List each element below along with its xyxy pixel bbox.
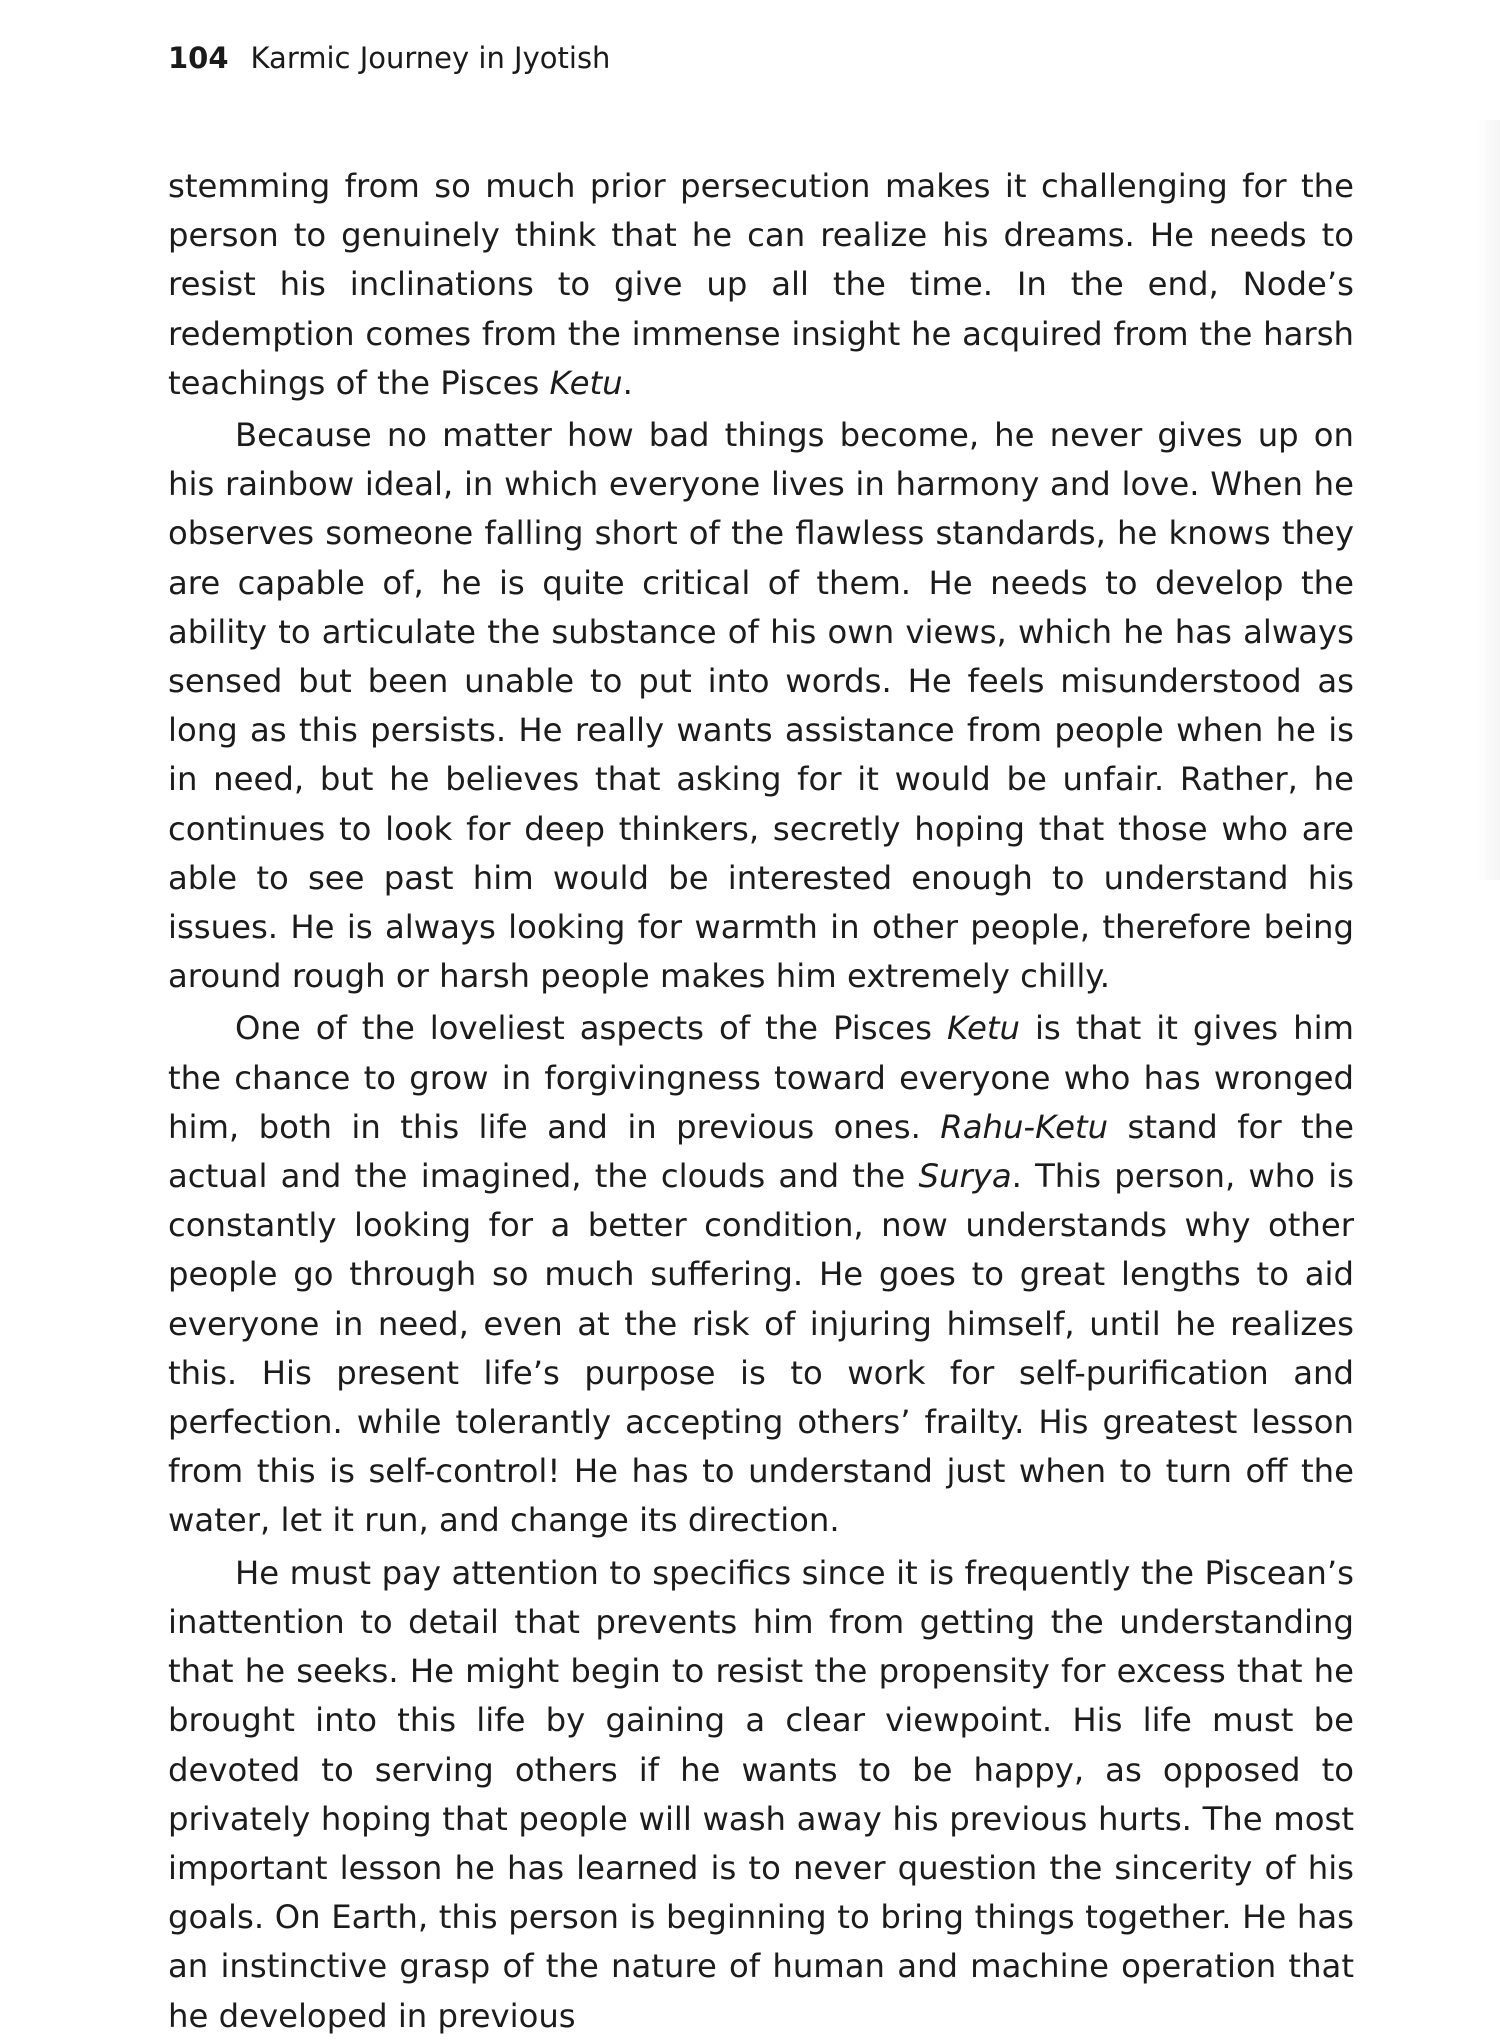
paragraph-1 (168, 162, 1354, 408)
paragraph-text: He must pay attention to specifics since it is frequently the Piscean’s inattention to detail that prevents him from getting the understanding that he seeks. He might begin to resist the propensity for excess that he brought into this life by gaining a clear viewpoint. His life must be devoted to serving others if he wants to be happy, as opposed to privately hoping that people will wash away his previous hurts. The most important lesson he has learned is to never question the sincerity of his goals. On Earth, this person is beginning to bring things together. He has an instinctive grasp of the nature of human and machine operation that he developed in previous (168, 1553, 1354, 2035)
book-title: Karmic Journey in Jyotish (250, 41, 611, 75)
paragraph-text: One of the loveliest aspects of the Pisces (235, 1009, 947, 1048)
paragraph-4 (168, 1549, 1354, 2041)
paragraph-text: . (622, 363, 633, 402)
paragraph-text: stemming from so much prior persecution makes it challenging for the person to genuinely think that he can realize his dreams. He needs to resist his inclinations to give up all the time. In the end, Node’s redemption comes from the immense insight he acquired from the harsh teachings of the Pisces (168, 167, 1354, 402)
italic-term-ketu: Ketu (946, 1009, 1020, 1048)
page-edge-shadow (1476, 120, 1500, 880)
body-text (168, 162, 1354, 2041)
running-header (168, 38, 610, 78)
paragraph-2 (168, 411, 1354, 1001)
page-number: 104 (168, 41, 229, 75)
paragraph-text: Because no matter how bad things become, he never gives up on his rainbow ideal, in which everyone lives in harmony and love. When he observes someone falling short of the flawless standards, he knows they are capable of, he is quite critical of them. He needs to develop the ability to articulate the substance of his own views, which he has always sensed but been unable to put into words. He feels misunderstood as long as this persists. He really wants assistance from people when he is in need, but he believes that asking for it would be unfair. Rather, he continues to look for deep thinkers, secretly hoping that those who are able to see past him would be interested enough to understand his issues. He is always looking for warmth in other people, therefore being around rough or harsh people makes him extremely chilly. (168, 416, 1354, 996)
paragraph-text: stand for the actual and the imagined, the clouds and the (168, 1107, 1355, 1196)
italic-term-ketu: Ketu (549, 363, 623, 402)
paragraph-text: is that it gives him the chance to grow in forgivingness toward everyone who has wronged him, both in this life and in previous ones. (168, 1009, 1354, 1146)
paragraph-3 (168, 1004, 1354, 1545)
italic-term-rahu-ketu: Rahu-Ketu (940, 1107, 1109, 1146)
paragraph-text: . This person, who is constantly looking for a better condition, now understands why other people go through so much suffering. He goes to great lengths to aid everyone in need, even at the risk of injuring himself, until he realizes this. His present life’s purpose is to work for self-purification and perfection. while tolerantly accepting others’ frailty. His greatest lesson from this is self-control! He has to understand just when to turn off the water, let it run, and change its direction. (168, 1157, 1354, 1540)
italic-term-surya: Surya (918, 1157, 1012, 1196)
